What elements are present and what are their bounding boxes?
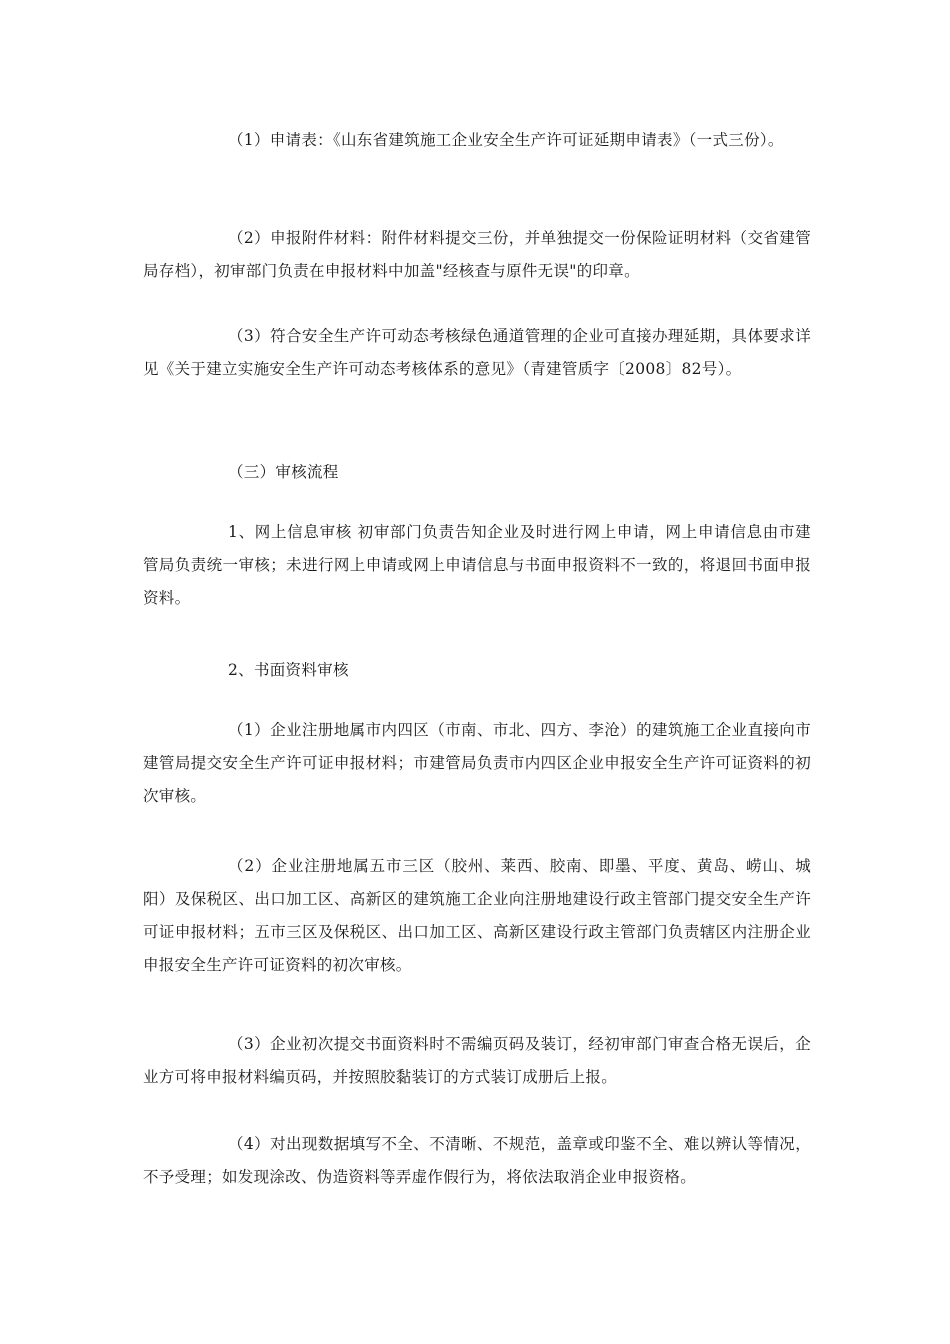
paragraph-application-form: （1）申请表：《山东省建筑施工企业安全生产许可证延期申请表》（一式三份）。: [228, 131, 784, 149]
subheading-written-review: 2、书面资料审核: [228, 661, 349, 679]
paragraph-attachments: （2）申报附件材料：附件材料提交三份，并单独提交一份保险证明材料（交省建管局存档），初审部门负责在申报材料中加盖"经核查与原件无误"的印章。: [143, 229, 811, 280]
paragraph-binding: （3）企业初次提交书面资料时不需编页码及装订，经初审部门审查合格无误后，企业方可将申报材料编页码，并按照胶黏装订的方式装订成册后上报。: [143, 1035, 811, 1086]
paragraph-five-cities: （2）企业注册地属五市三区（胶州、莱西、胶南、即墨、平度、黄岛、崂山、城阳）及保税区、出口加工区、高新区的建筑施工企业向注册地建设行政主管部门提交安全生产许可证申报材料；五市三区及保税区、出口加工区、高新区建设行政主管部门负责辖区内注册企业申报安全生产许可证资料的初次审核。: [143, 857, 811, 974]
paragraph-four-districts: （1）企业注册地属市内四区（市南、市北、四方、李沧）的建筑施工企业直接向市建管局提交安全生产许可证申报材料；市建管局负责市内四区企业申报安全生产许可证资料的初次审核。: [143, 721, 811, 805]
paragraph-online-review: 1、网上信息审核 初审部门负责告知企业及时进行网上申请，网上申请信息由市建管局负责统一审核；未进行网上申请或网上申请信息与书面申报资料不一致的，将退回书面申报资料。: [143, 523, 811, 607]
paragraph-green-channel: （3）符合安全生产许可动态考核绿色通道管理的企业可直接办理延期，具体要求详见《关于建立实施安全生产许可动态考核体系的意见》（青建管质字〔2008〕82号）。: [143, 327, 811, 378]
paragraph-rejection: （4）对出现数据填写不全、不清晰、不规范，盖章或印鉴不全、难以辨认等情况，不予受理；如发现涂改、伪造资料等弄虚作假行为，将依法取消企业申报资格。: [143, 1135, 811, 1186]
section-heading-review-process: （三）审核流程: [228, 463, 339, 481]
